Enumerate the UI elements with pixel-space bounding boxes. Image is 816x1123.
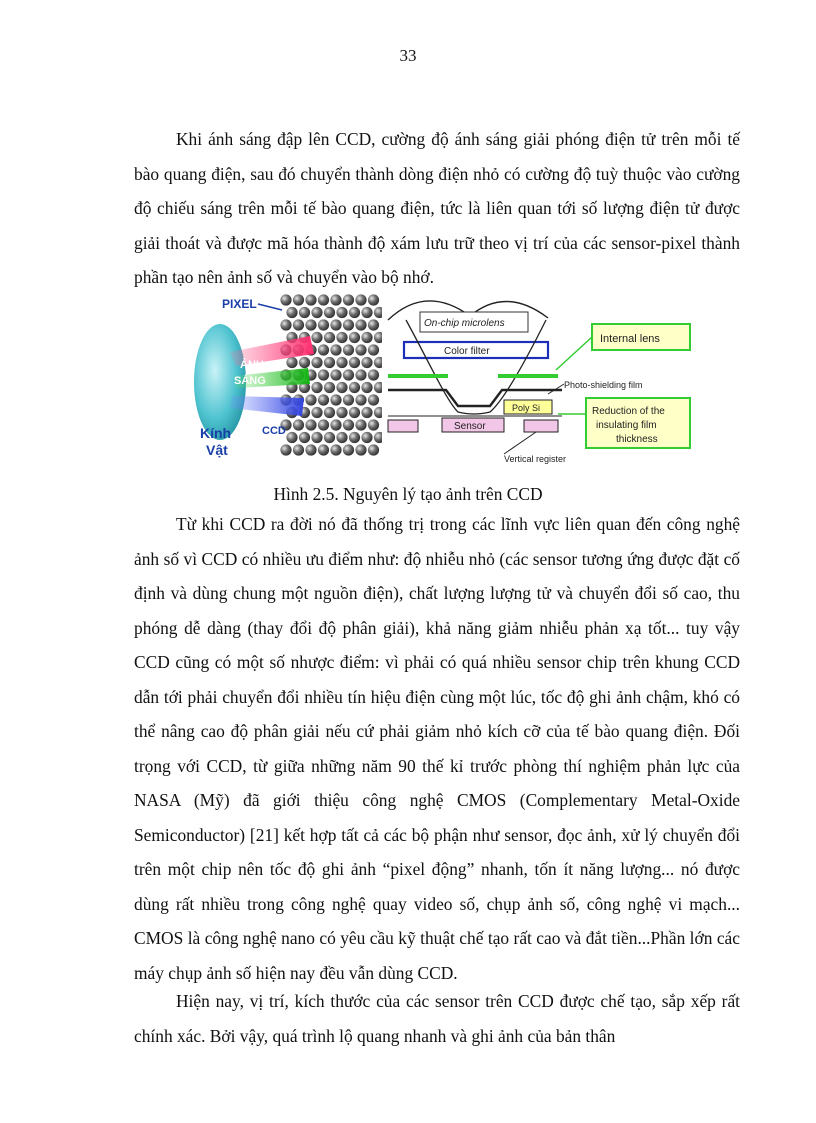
pixel-cell [330, 394, 341, 405]
pixel-cell [286, 432, 297, 443]
label-reduction-1: Reduction of the [592, 406, 665, 417]
pixel-cell [305, 394, 316, 405]
pixel-cell [361, 357, 372, 368]
pixel-cell [330, 419, 341, 430]
shield-right [498, 374, 558, 378]
label-sang: SÁNG [234, 375, 266, 387]
label-photo-shielding: Photo-shielding film [564, 380, 643, 390]
pixel-cell [355, 319, 366, 330]
pixel-cell [280, 444, 291, 455]
figure-caption: Hình 2.5. Nguyên lý tạo ảnh trên CCD [273, 484, 543, 504]
pixel-cell [355, 294, 366, 305]
pixel-cell [349, 307, 360, 318]
pixel-cell [336, 307, 347, 318]
pixel-cell [361, 407, 372, 418]
pixel-cell [343, 294, 354, 305]
label-poly-si: Poly Si [512, 403, 541, 413]
pixel-cell [286, 307, 297, 318]
pixel-cell [318, 394, 329, 405]
register-left [388, 420, 418, 432]
pixel-cell [368, 319, 379, 330]
pixel-cell [299, 357, 310, 368]
pixel-cell [311, 407, 322, 418]
pixel-cell [324, 407, 335, 418]
label-internal-lens: Internal lens [600, 333, 660, 345]
pixel-cell [311, 357, 322, 368]
paragraph-1: Khi ánh sáng đập lên CCD, cường độ ánh sáng giải phóng điện tử trên mỗi tế bào quang điện, sau đó chuyển thành dòng điện nhỏ có cường độ tuỳ thuộc vào cường độ chiếu sáng trên mỗi tế bào quang điện, tức là liên quan tới số lượng điện tử được giải thoát và được mã hóa thành độ xám lưu trữ theo vị trí của các sensor-pixel thành phần tạo nên ảnh số và chuyển vào bộ nhớ. [134, 129, 740, 287]
pixel-cell [368, 419, 379, 430]
pixel-cell [361, 332, 372, 343]
label-pixel: PIXEL [222, 297, 257, 311]
pixel-cell [318, 319, 329, 330]
pixel-cell [330, 319, 341, 330]
pixel-cell [368, 344, 379, 355]
paragraph-2: Từ khi CCD ra đời nó đã thống trị trong các lĩnh vực liên quan đến công nghệ ảnh số vì CCD có nhiều ưu điểm như: độ nhiễu nhỏ (các sensor tương ứng được đặt cố định và dùng chung một nguồn điện), chất lượng lượng tử và chuyển đổi số cao, thu phóng dễ dàng (thay đổi độ phân giải), khả năng giảm nhiễu phản xạ tốt... tuy vậy CCD cũng có một số nhược điểm: vì phải có quá nhiều sensor chip trên khung CCD dẫn tới phải chuyển đổi nhiều tín hiệu điện cùng một lúc, tốc độ ghi ảnh chậm, khó có thể nâng cao độ phân giải nếu cứ phải giảm nhỏ kích cỡ của tế bào quang điện. Đối trọng với CCD, từ giữa những năm 90 thế kỉ trước phòng thí nghiệm phản lực của NASA (Mỹ) đã giới thiệu công nghệ CMOS (Complementary Metal-Oxide Semiconductor) [21] kết hợp tất cả các bộ phận như sensor, đọc ảnh, xử lý chuyển đổi trên một chip nên tốc độ ghi ảnh “pixel động” nhanh, tốn ít năng lượng... nó được dùng rất nhiều trong công nghệ quay video số, chụp ảnh số, công nghệ vi mạch... CMOS là công nghệ nano có yêu cầu kỹ thuật chế tạo rất cao và đắt tiền...Phần lớn các máy chụp ảnh số hiện nay đều vẫn dùng CCD. [134, 514, 740, 983]
pixel-cell [324, 382, 335, 393]
pixel-cell [324, 432, 335, 443]
pixel-cell [336, 432, 347, 443]
pixel-cell [330, 369, 341, 380]
pixel-cell [318, 344, 329, 355]
paragraph-3: Hiện nay, vị trí, kích thước của các sensor trên CCD được chế tạo, sắp xếp rất chính xác. Bởi vậy, quá trình lộ quang nhanh và ghi ảnh của bản thân [134, 991, 740, 1046]
pixel-cell [343, 369, 354, 380]
pixel-cell [336, 382, 347, 393]
pixel-cell [305, 419, 316, 430]
label-sensor: Sensor [454, 421, 486, 432]
pixel-cell [280, 319, 291, 330]
pixel-cell [293, 294, 304, 305]
pixel-cell [293, 444, 304, 455]
pixel-cell [311, 382, 322, 393]
label-ccd: CCD [262, 425, 286, 437]
pixel-cell [336, 357, 347, 368]
pixel-cell [299, 432, 310, 443]
pixel-cell [305, 444, 316, 455]
pixel-cell [336, 332, 347, 343]
pixel-cell [293, 419, 304, 430]
pixel-cell [361, 382, 372, 393]
pixel-cell [368, 294, 379, 305]
label-vertical-register: Vertical register [504, 454, 567, 464]
pixel-cell [305, 319, 316, 330]
pixel-cell [355, 419, 366, 430]
pixel-cell [330, 444, 341, 455]
pixel-cell [305, 294, 316, 305]
pixel-cell [368, 369, 379, 380]
ccd-pixel-illustration [182, 288, 382, 468]
pixel-cell [355, 444, 366, 455]
pixel-cell [318, 294, 329, 305]
pixel-cell [343, 444, 354, 455]
pixel-cell [368, 444, 379, 455]
pixel-cell [355, 369, 366, 380]
label-kinh: Kính [200, 425, 232, 441]
pixel-cell [280, 294, 291, 305]
pixel-cell [355, 394, 366, 405]
figure-ccd-principle [182, 288, 702, 468]
pixel-cell [349, 432, 360, 443]
pixel-cell [361, 307, 372, 318]
pixel-cell [355, 344, 366, 355]
pixel-cell [324, 307, 335, 318]
pixel-cell [349, 407, 360, 418]
pixel-cell [286, 357, 297, 368]
pixel-cell [349, 382, 360, 393]
pixel-cell [293, 319, 304, 330]
ccd-cross-section-diagram [386, 290, 698, 466]
pixel-cell [368, 394, 379, 405]
pixel-cell [343, 419, 354, 430]
pixel-cell [324, 357, 335, 368]
label-microlens: On-chip microlens [424, 318, 505, 329]
pixel-cell [318, 419, 329, 430]
pixel-cell [330, 294, 341, 305]
pixel-cell [349, 332, 360, 343]
pixel-cell [343, 344, 354, 355]
pixel-cell [336, 407, 347, 418]
pixel-cell [318, 444, 329, 455]
pixel-cell [324, 332, 335, 343]
label-reduction-3: thickness [616, 434, 658, 445]
page-number: 33 [399, 46, 417, 65]
label-anh: ẢNH [240, 359, 264, 371]
pixel-cell [311, 432, 322, 443]
pixel-cell [343, 319, 354, 330]
pixel-cell [343, 394, 354, 405]
register-right [524, 420, 558, 432]
label-color-filter: Color filter [444, 346, 490, 357]
pixel-cell [318, 369, 329, 380]
pixel-cell [330, 344, 341, 355]
label-vat: Vật [206, 442, 228, 458]
label-reduction-2: insulating film [596, 420, 657, 431]
pixel-cell [299, 307, 310, 318]
pixel-cell [361, 432, 372, 443]
pixel-cell [311, 307, 322, 318]
pixel-cell [349, 357, 360, 368]
shield-left [388, 374, 448, 378]
pixel-cell [311, 332, 322, 343]
